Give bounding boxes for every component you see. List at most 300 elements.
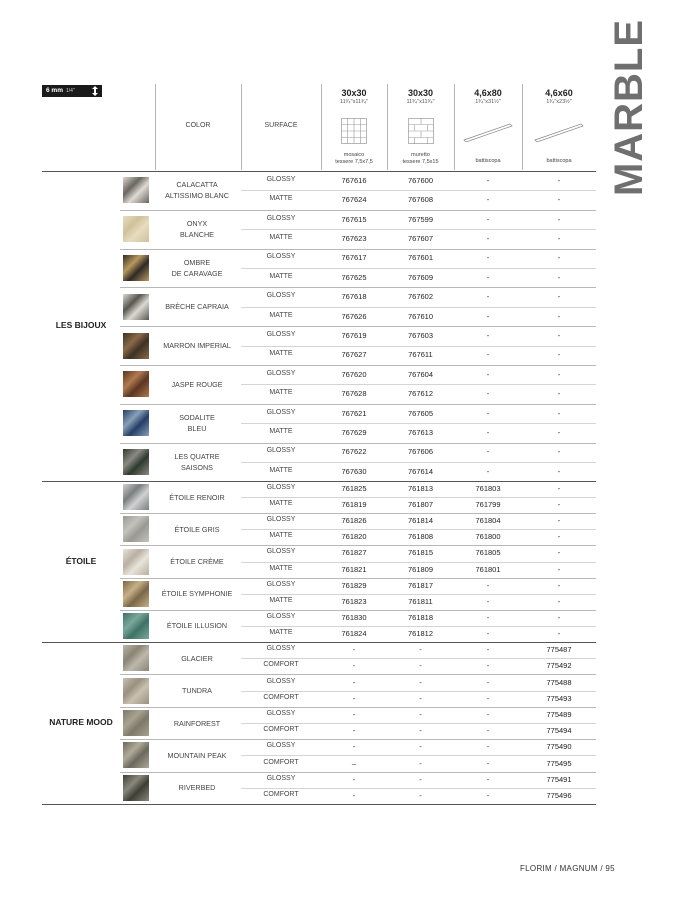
row-divider — [241, 423, 596, 424]
skirting-strip-icon — [533, 122, 585, 142]
row-divider — [241, 307, 596, 308]
collection-name: LES BIJOUX — [55, 320, 107, 331]
collection-name: NATURE MOOD — [49, 717, 113, 727]
row-divider — [241, 190, 596, 191]
article-code: 767603 — [407, 330, 434, 340]
surface-finish: GLOSSY — [266, 645, 296, 653]
surface-finish: GLOSSY — [266, 253, 296, 261]
surface-finish: GLOSSY — [266, 677, 296, 685]
article-code: - — [419, 709, 422, 719]
article-code: - — [557, 596, 561, 606]
format-size-inch: 11³⁄₄"x11³⁄₄" — [406, 99, 435, 105]
color-swatch — [123, 371, 149, 397]
article-code: 767614 — [407, 466, 434, 476]
surface-finish: COMFORT — [263, 693, 299, 701]
surface-finish: GLOSSY — [266, 175, 296, 183]
article-code: 767618 — [341, 292, 367, 302]
color-name — [155, 301, 239, 312]
article-code: 767607 — [407, 233, 434, 243]
article-code: - — [557, 369, 561, 379]
article-code: 775488 — [546, 677, 572, 687]
color-name — [155, 588, 239, 599]
article-code: 767624 — [341, 195, 367, 205]
article-code: - — [486, 758, 490, 768]
color-name-line: ALTISSIMO BLANC — [165, 191, 229, 201]
article-code: 767608 — [407, 195, 434, 205]
row-divider — [241, 723, 596, 724]
surface-finish: GLOSSY — [266, 774, 296, 782]
format-desc-line: tessere 7,5x15 — [402, 159, 439, 165]
article-code: 767629 — [341, 427, 367, 437]
color-name — [155, 492, 239, 503]
surface-finish: COMFORT — [263, 758, 299, 766]
article-code: - — [352, 774, 356, 784]
article-code: - — [486, 427, 490, 437]
article-code: - — [352, 693, 356, 703]
format-size-inch: 1³⁄₄"x23½" — [546, 99, 572, 105]
article-code: - — [486, 612, 490, 622]
article-code: - — [486, 677, 490, 687]
surface-finish: MATTE — [269, 233, 293, 241]
article-code: - — [419, 661, 422, 671]
article-code: - — [486, 311, 490, 321]
color-name — [155, 782, 239, 793]
article-code: 775496 — [546, 790, 572, 800]
article-code: - — [557, 253, 561, 263]
article-code: 767610 — [407, 311, 434, 321]
surface-finish: MATTE — [269, 628, 293, 636]
row-divider — [120, 249, 596, 250]
article-code: 761830 — [341, 612, 367, 622]
article-code: 761814 — [407, 516, 434, 526]
article-code: 761803 — [475, 484, 501, 494]
row-divider — [120, 443, 596, 444]
article-code: - — [486, 369, 490, 379]
color-name-line: ÉTOILE RENOIR — [169, 492, 225, 502]
row-divider — [120, 610, 596, 611]
article-code: 767609 — [407, 272, 434, 282]
article-code: 767628 — [341, 389, 367, 399]
format-header — [454, 88, 522, 170]
article-code: - — [419, 677, 422, 687]
article-code: 761826 — [341, 516, 367, 526]
color-name-line: LES QUATRE — [174, 452, 220, 461]
article-code: 767617 — [341, 253, 367, 263]
article-code: - — [486, 408, 490, 418]
row-divider — [241, 755, 596, 756]
article-code: – — [351, 758, 357, 768]
article-code: 761815 — [407, 548, 434, 558]
color-swatch — [123, 742, 149, 768]
article-code: 761813 — [407, 484, 434, 494]
article-code: - — [486, 693, 490, 703]
row-divider — [120, 365, 596, 366]
article-code: - — [486, 214, 490, 224]
row-divider — [120, 772, 596, 773]
article-code: 767611 — [408, 350, 433, 360]
article-code: - — [352, 645, 356, 655]
article-code: - — [419, 742, 422, 752]
row-divider — [241, 788, 596, 789]
color-name-line: SAISONS — [181, 463, 213, 472]
article-code: 767604 — [407, 369, 434, 379]
article-code: - — [419, 693, 422, 703]
article-code: - — [486, 645, 490, 655]
article-code: 761807 — [407, 500, 434, 510]
color-name-line: JASPE ROUGE — [171, 379, 223, 389]
thickness-inch: 1/4" — [65, 88, 75, 94]
format-size: 30x30 — [341, 88, 367, 98]
article-code: 767605 — [407, 408, 434, 418]
format-desc-line: muretto — [411, 152, 430, 158]
color-swatch — [123, 410, 149, 436]
row-divider — [120, 578, 596, 579]
header-surface: SURFACE — [264, 122, 298, 129]
color-swatch — [123, 177, 149, 203]
format-header — [522, 88, 596, 170]
article-code: 767613 — [407, 427, 434, 437]
article-code: 767599 — [407, 214, 434, 224]
article-code: 767602 — [407, 292, 434, 302]
color-swatch — [123, 710, 149, 736]
thickness-badge — [42, 85, 102, 97]
article-code: 761818 — [407, 612, 434, 622]
surface-finish: GLOSSY — [266, 369, 296, 377]
article-code: 761808 — [407, 532, 434, 542]
skirting-strip-icon — [462, 122, 514, 142]
thickness-mm: 6 mm — [46, 87, 63, 94]
color-swatch — [123, 775, 149, 801]
surface-finish: COMFORT — [263, 726, 299, 734]
article-code: - — [486, 272, 490, 282]
color-name-line: MARRON IMPERIAL — [163, 341, 231, 351]
article-code: 761801 — [475, 564, 501, 574]
article-code: 767627 — [341, 350, 367, 360]
row-divider — [241, 497, 596, 498]
surface-finish: GLOSSY — [266, 580, 296, 588]
article-code: 761805 — [475, 548, 501, 558]
collection-name: ÉTOILE — [65, 555, 97, 566]
article-code: 761829 — [341, 580, 367, 590]
format-description — [387, 152, 454, 166]
article-code: - — [557, 195, 561, 205]
color-name-line: ÉTOILE ILLUSION — [166, 621, 228, 631]
surface-finish: GLOSSY — [266, 709, 296, 717]
article-code: - — [557, 447, 561, 457]
article-code: 761809 — [407, 564, 434, 574]
article-code: 761823 — [341, 596, 367, 606]
format-size-inch: 1³⁄₄"x31½" — [475, 99, 501, 105]
row-divider — [42, 171, 596, 172]
article-code: - — [419, 774, 422, 784]
article-code: - — [486, 466, 490, 476]
article-code: - — [352, 742, 356, 752]
surface-finish: MATTE — [269, 427, 293, 435]
color-name — [155, 218, 239, 240]
color-swatch — [123, 449, 149, 475]
article-code: - — [557, 466, 561, 476]
color-name — [155, 685, 239, 696]
article-code: - — [486, 580, 490, 590]
article-code: - — [486, 233, 490, 243]
format-header — [321, 88, 387, 170]
color-name — [155, 412, 239, 434]
format-description — [321, 152, 387, 166]
article-code: 767619 — [341, 330, 367, 340]
article-code: 761812 — [407, 628, 434, 638]
article-code: 775489 — [546, 709, 572, 719]
surface-finish: MATTE — [269, 195, 293, 203]
row-divider — [241, 229, 596, 230]
article-code: 761819 — [341, 500, 367, 510]
article-code: - — [557, 548, 561, 558]
color-name-line: OMBRE — [183, 258, 211, 267]
article-code: 775493 — [546, 693, 572, 703]
thickness-arrow-icon — [92, 86, 98, 96]
article-code: 761817 — [407, 580, 434, 590]
article-code: 761825 — [341, 484, 367, 494]
color-name — [155, 340, 239, 351]
article-code: - — [486, 774, 490, 784]
row-divider — [120, 326, 596, 327]
article-code: - — [557, 330, 561, 340]
article-code: - — [557, 408, 561, 418]
row-divider — [42, 804, 596, 805]
color-name — [155, 179, 239, 201]
surface-finish: COMFORT — [263, 790, 299, 798]
surface-finish: COMFORT — [263, 661, 299, 669]
article-code: - — [557, 628, 561, 638]
surface-finish: GLOSSY — [266, 292, 296, 300]
color-name — [155, 653, 239, 664]
article-code: 767601 — [407, 253, 434, 263]
surface-finish: MATTE — [269, 350, 293, 358]
article-code: 767600 — [407, 175, 434, 185]
row-divider — [241, 268, 596, 269]
surface-finish: MATTE — [269, 564, 293, 572]
row-divider — [120, 545, 596, 546]
color-swatch — [123, 294, 149, 320]
article-code: - — [419, 758, 422, 768]
format-desc-line: battiscopa — [475, 158, 501, 164]
article-code: - — [557, 272, 561, 282]
article-code: - — [557, 389, 561, 399]
article-code: - — [352, 677, 356, 687]
format-desc-line: mosaico — [343, 152, 365, 158]
mosaic-grid-icon — [341, 118, 367, 144]
color-swatch — [123, 333, 149, 359]
color-name — [155, 451, 239, 473]
surface-finish: GLOSSY — [266, 447, 296, 455]
color-swatch — [123, 484, 149, 510]
surface-finish: GLOSSY — [266, 612, 296, 620]
row-divider — [42, 642, 596, 643]
article-code: 767606 — [407, 447, 434, 457]
article-code: - — [352, 709, 356, 719]
color-name — [155, 524, 239, 535]
article-code: - — [557, 500, 561, 510]
row-divider — [241, 626, 596, 627]
row-divider — [241, 594, 596, 595]
article-code: 767616 — [341, 175, 367, 185]
color-name — [155, 620, 239, 631]
color-name-line: ÉTOILE CRÈME — [170, 557, 224, 566]
row-divider — [120, 287, 596, 288]
article-code: - — [486, 330, 490, 340]
format-size: 4,6x60 — [545, 88, 573, 98]
article-code: - — [419, 726, 422, 736]
row-divider — [120, 707, 596, 708]
color-name — [155, 556, 239, 567]
row-divider — [120, 513, 596, 514]
surface-finish: GLOSSY — [266, 484, 296, 492]
page-footer: FLORIM / MAGNUM / 95 — [520, 864, 615, 873]
article-code: 767630 — [341, 466, 367, 476]
article-code: - — [557, 612, 561, 622]
article-code: 767626 — [341, 311, 367, 321]
row-divider — [120, 404, 596, 405]
article-code: - — [486, 350, 490, 360]
surface-finish: MATTE — [269, 532, 293, 540]
color-name-line: CALACATTA — [176, 180, 218, 190]
color-name — [155, 750, 239, 761]
color-name-line: ÉTOILE SYMPHONIE — [161, 589, 233, 599]
color-name-line: SODALITE — [179, 413, 215, 423]
color-name-line: GLACIER — [181, 653, 213, 663]
surface-finish: GLOSSY — [266, 408, 296, 416]
surface-finish: GLOSSY — [266, 516, 296, 524]
row-divider — [241, 384, 596, 385]
article-code: 767623 — [341, 233, 367, 243]
format-header — [387, 88, 454, 170]
color-name-line: BLANCHE — [180, 230, 214, 240]
article-code: - — [419, 790, 422, 800]
article-code: - — [486, 195, 490, 205]
article-code: 767612 — [407, 389, 434, 399]
article-code: - — [486, 596, 490, 606]
article-code: 775495 — [546, 758, 572, 768]
row-divider — [120, 674, 596, 675]
color-swatch — [123, 645, 149, 671]
article-code: 775494 — [546, 726, 572, 736]
article-code: - — [419, 645, 422, 655]
article-code: 767622 — [341, 447, 367, 457]
color-name-line: MOUNTAIN PEAK — [167, 750, 227, 760]
row-divider — [120, 210, 596, 211]
article-code: 761827 — [341, 548, 367, 558]
article-code: - — [486, 661, 490, 671]
color-name-line: TUNDRA — [182, 686, 212, 696]
surface-finish: GLOSSY — [266, 214, 296, 222]
article-code: 761799 — [475, 500, 501, 510]
article-code: 775490 — [546, 742, 572, 752]
color-swatch — [123, 678, 149, 704]
article-code: - — [486, 726, 490, 736]
color-name-line: RAINFOREST — [173, 718, 221, 728]
row-divider — [42, 481, 596, 482]
color-name — [155, 718, 239, 729]
header-color: COLOR — [185, 122, 211, 129]
color-name — [155, 379, 239, 390]
article-code: - — [557, 564, 561, 574]
article-code: 761821 — [341, 564, 367, 574]
article-code: 761800 — [475, 532, 501, 542]
article-code: - — [557, 214, 561, 224]
article-code: - — [557, 292, 561, 302]
article-code: 761824 — [341, 628, 367, 638]
row-divider — [241, 462, 596, 463]
article-code: - — [557, 427, 561, 437]
article-code: - — [557, 580, 561, 590]
article-code: 767625 — [341, 272, 367, 282]
article-code: - — [557, 233, 561, 243]
article-code: - — [486, 175, 490, 185]
row-divider — [241, 346, 596, 347]
article-code: 775492 — [546, 661, 572, 671]
surface-finish: MATTE — [269, 311, 293, 319]
page-title: MARBLE — [607, 18, 652, 196]
format-desc-line: battiscopa — [546, 158, 572, 164]
article-code: - — [486, 790, 490, 800]
surface-finish: GLOSSY — [266, 330, 296, 338]
article-code: - — [557, 484, 561, 494]
format-size-inch: 11³⁄₄"x11³⁄₄" — [339, 99, 369, 105]
article-code: - — [486, 292, 490, 302]
format-size: 4,6x80 — [474, 88, 502, 98]
format-description — [522, 158, 596, 165]
row-divider — [241, 691, 596, 692]
article-code: - — [352, 726, 356, 736]
article-code: - — [486, 742, 490, 752]
article-code: 761804 — [475, 516, 501, 526]
article-code: 775487 — [546, 645, 572, 655]
color-swatch — [123, 581, 149, 607]
color-name-line: ONYX — [186, 219, 208, 229]
format-desc-line: tessere 7,5x7,5 — [335, 159, 373, 165]
color-name-line: DE CARAVAGE — [171, 269, 223, 278]
color-name-line: ÉTOILE GRIS — [174, 524, 220, 534]
article-code: - — [557, 532, 561, 542]
color-swatch — [123, 516, 149, 542]
article-code: 767621 — [341, 408, 367, 418]
color-swatch — [123, 613, 149, 639]
article-code: 767615 — [341, 214, 367, 224]
article-code: - — [486, 447, 490, 457]
article-code: - — [557, 175, 561, 185]
color-name-line: BLEU — [187, 424, 207, 434]
color-name-line: BRÈCHE CAPRAIA — [165, 302, 229, 312]
surface-finish: GLOSSY — [266, 548, 296, 556]
row-divider — [241, 562, 596, 563]
surface-finish: MATTE — [269, 466, 293, 474]
article-code: 775491 — [546, 774, 572, 784]
row-divider — [241, 658, 596, 659]
article-code: 761811 — [408, 596, 433, 606]
format-description — [454, 158, 522, 165]
article-code: - — [486, 628, 490, 638]
article-code: 767620 — [341, 369, 367, 379]
article-code: 761820 — [341, 532, 367, 542]
article-code: - — [557, 311, 561, 321]
color-name-line: RIVERBED — [178, 783, 216, 793]
color-swatch — [123, 255, 149, 281]
surface-finish: MATTE — [269, 272, 293, 280]
format-size: 30x30 — [407, 88, 434, 98]
article-code: - — [557, 516, 561, 526]
color-name — [155, 257, 239, 279]
color-swatch — [123, 216, 149, 242]
brick-pattern-icon — [408, 118, 434, 144]
